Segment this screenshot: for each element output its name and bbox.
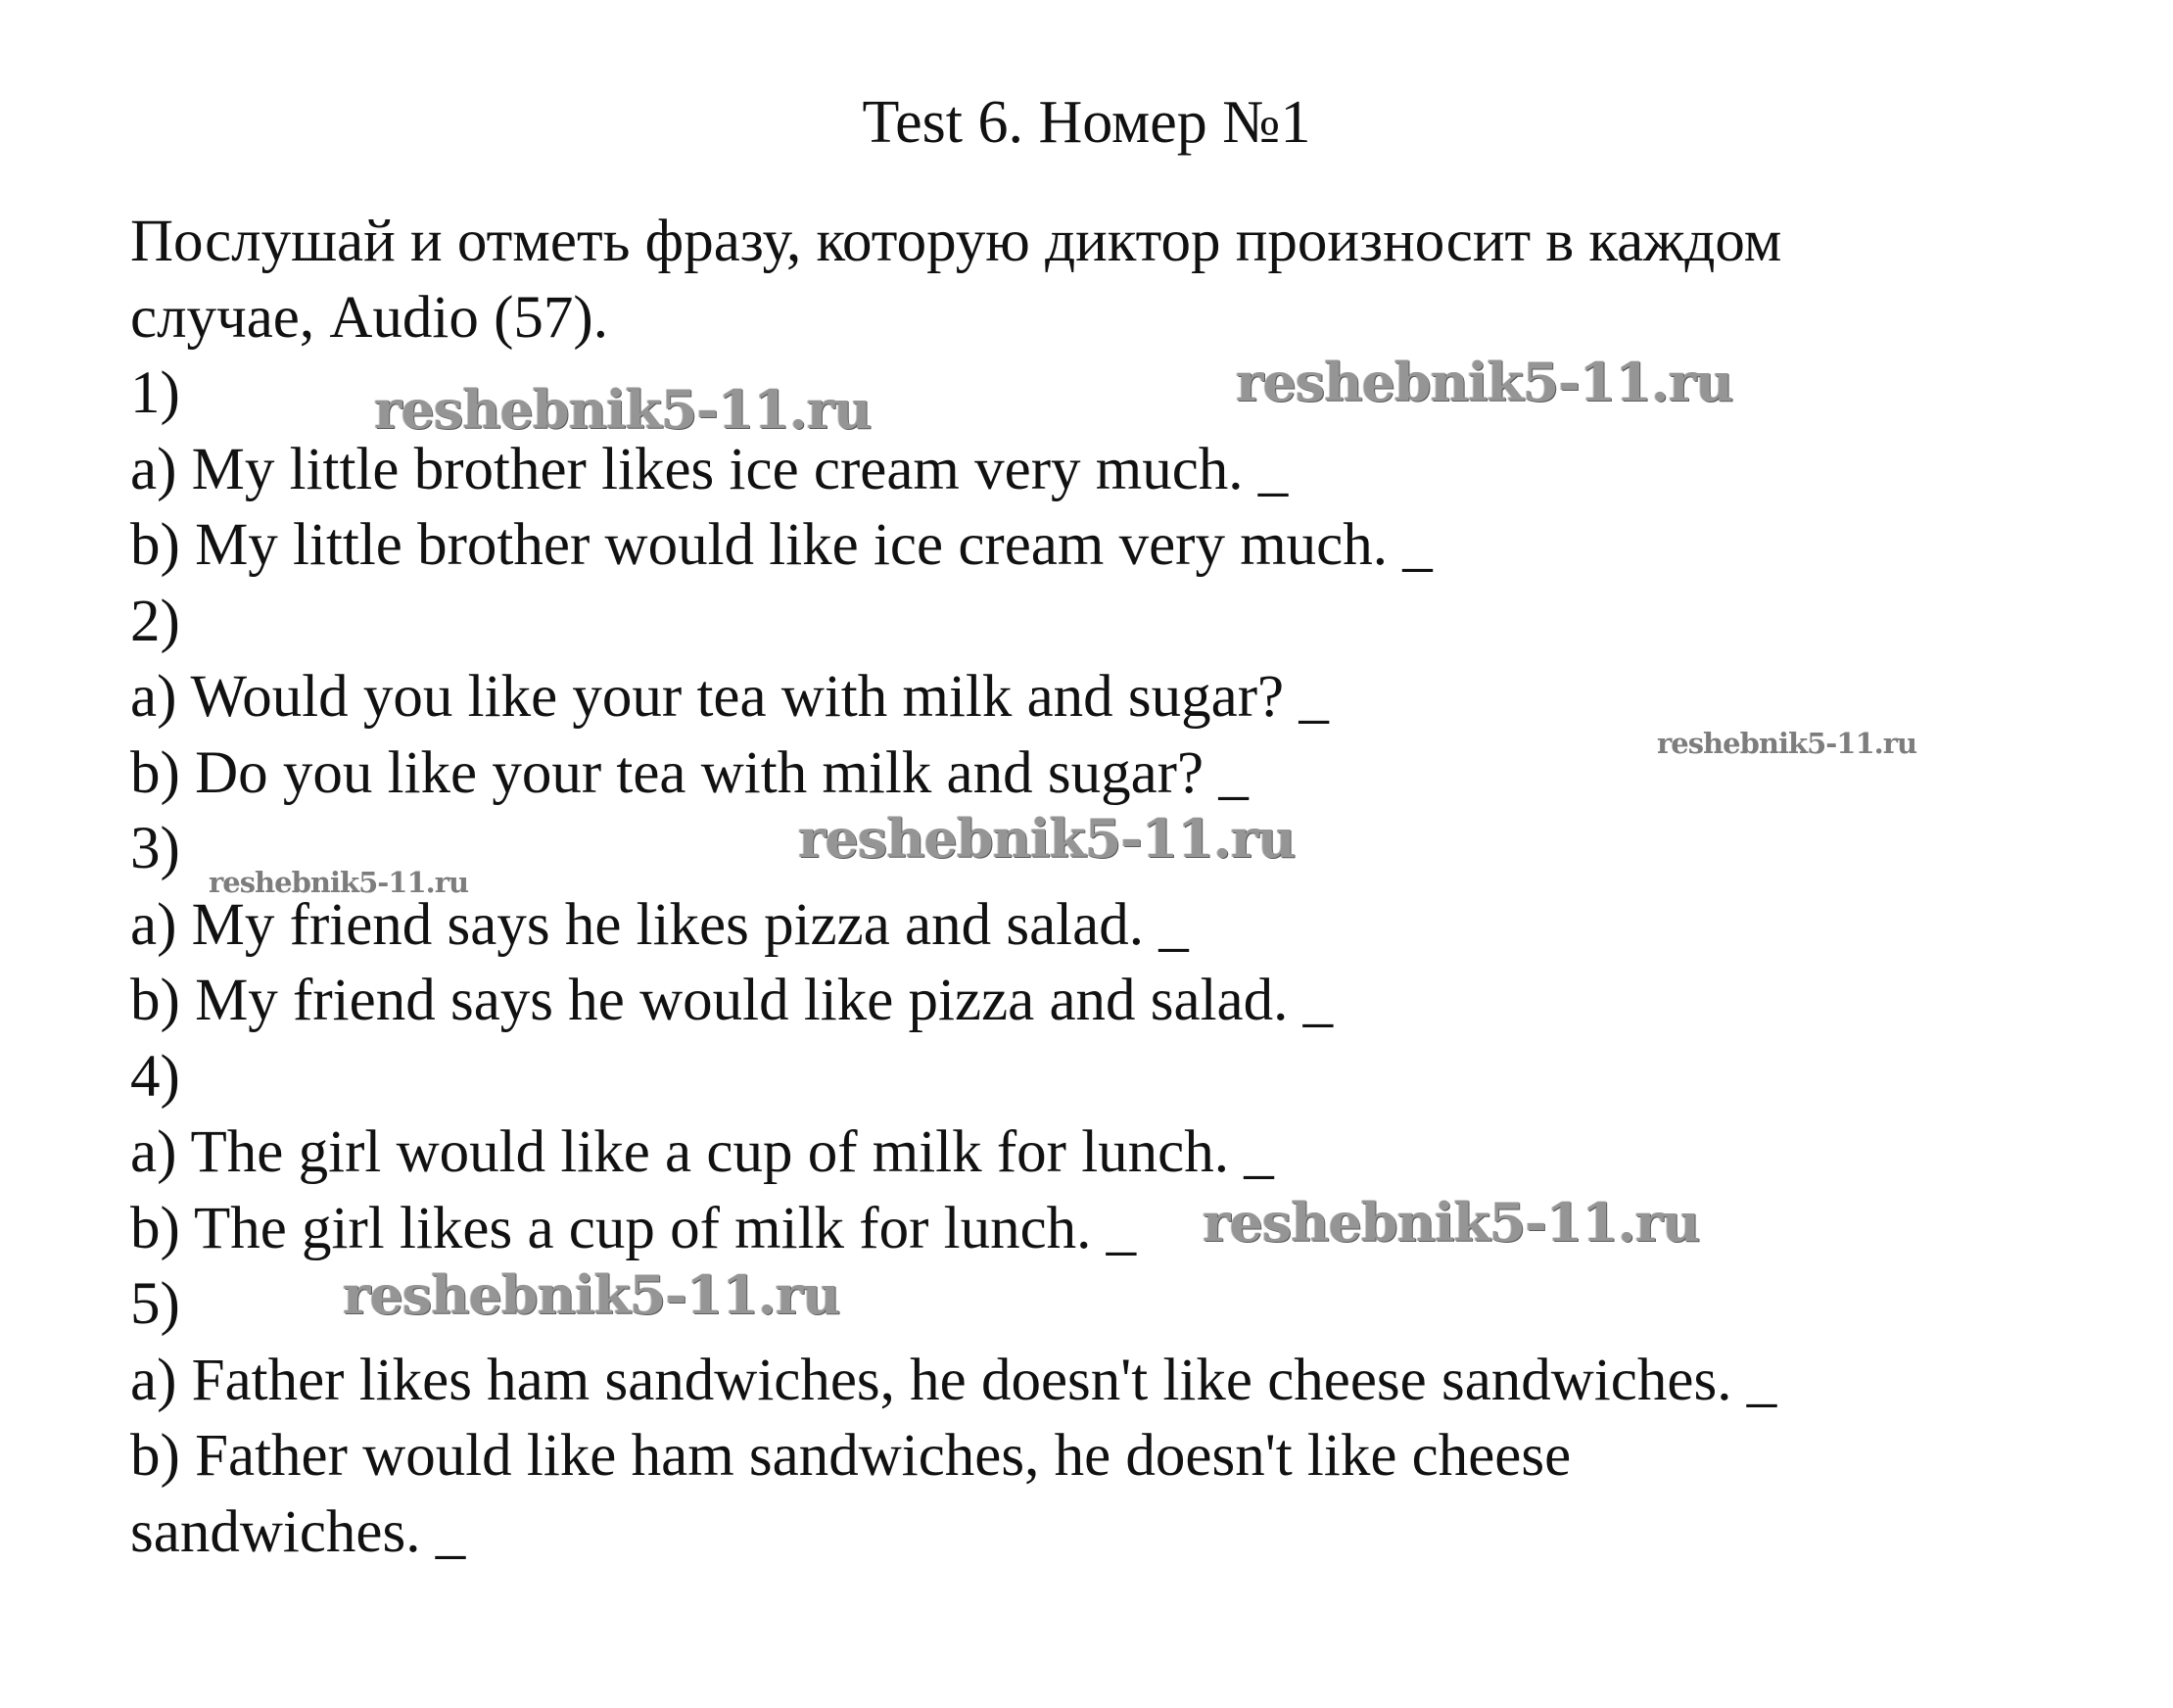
page-title: Test 6. Номер №1 xyxy=(862,89,1311,156)
watermark: reshebnik5-11.ru xyxy=(1236,351,1733,413)
item-5-option-b-line-2: sandwiches. _ xyxy=(130,1498,466,1565)
watermark: reshebnik5-11.ru xyxy=(209,866,469,899)
instruction-line-1: Послушай и отметь фразу, которую диктор произносит в каждом xyxy=(130,209,1782,274)
watermark: reshebnik5-11.ru xyxy=(374,378,872,441)
item-2-option-a: a) Would you like your tea with milk and sugar? _ xyxy=(130,664,1329,730)
item-3-option-b: b) My friend says he would like pizza and salad. _ xyxy=(130,968,1334,1033)
item-1-option-b: b) My little brother would like ice cream very much. _ xyxy=(130,512,1433,578)
watermark: reshebnik5-11.ru xyxy=(343,1263,840,1326)
item-3-number: 3) xyxy=(130,816,180,881)
item-4-option-a: a) The girl would like a cup of milk for lunch. _ xyxy=(130,1119,1274,1185)
item-2-number: 2) xyxy=(130,588,180,654)
item-1-number: 1) xyxy=(130,360,180,426)
item-2-option-b: b) Do you like your tea with milk and sugar? _ xyxy=(130,739,1249,806)
instruction-line-2: случае, Audio (57). xyxy=(130,284,608,351)
item-5-option-b-line-1: b) Father would like ham sandwiches, he doesn't like cheese xyxy=(130,1423,1572,1489)
item-3-option-a: a) My friend says he likes pizza and salad. _ xyxy=(130,891,1189,958)
watermark: reshebnik5-11.ru xyxy=(1203,1191,1700,1254)
item-5-option-a: a) Father likes ham sandwiches, he doesn't like cheese sandwiches. _ xyxy=(130,1347,1777,1413)
item-4-number: 4) xyxy=(130,1043,180,1110)
watermark: reshebnik5-11.ru xyxy=(798,807,1296,870)
item-4-option-b: b) The girl likes a cup of milk for lunch. _ xyxy=(130,1195,1137,1261)
item-5-number: 5) xyxy=(130,1271,180,1337)
watermark: reshebnik5-11.ru xyxy=(1657,727,1917,760)
item-1-option-a: a) My little brother likes ice cream very much. _ xyxy=(130,436,1289,502)
